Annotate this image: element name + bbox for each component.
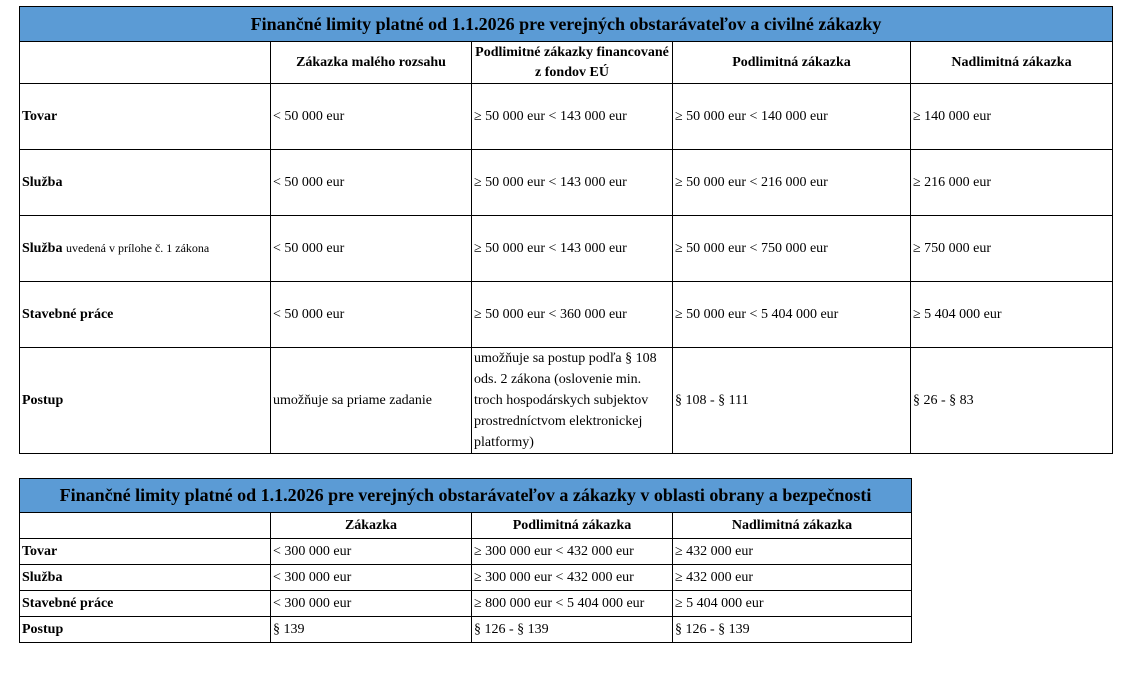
table-cell: ≥ 432 000 eur — [673, 565, 912, 591]
table-cell: ≥ 50 000 eur < 143 000 eur — [472, 84, 673, 150]
table-cell: ≥ 5 404 000 eur — [911, 282, 1113, 348]
table-cell: ≥ 50 000 eur < 216 000 eur — [673, 150, 911, 216]
table-cell: § 126 - § 139 — [472, 617, 673, 643]
table-row — [20, 282, 1113, 348]
table-cell: < 300 000 eur — [271, 565, 472, 591]
header-empty — [20, 513, 271, 539]
table-cell: < 50 000 eur — [271, 282, 472, 348]
row-label: Stavebné práce — [20, 591, 271, 617]
civil-table-title: Finančné limity platné od 1.1.2026 pre verejných obstarávateľov a civilné zákazky — [20, 7, 1113, 42]
table-row — [20, 591, 912, 617]
table-cell: ≥ 300 000 eur < 432 000 eur — [472, 565, 673, 591]
row-label: Tovar — [20, 539, 271, 565]
table-cell: umožňuje sa postup podľa § 108 ods. 2 zákona (oslovenie min. troch hospodárskych subjektov prostredníctvom elektronickej platformy) — [472, 348, 673, 454]
header-small-contract: Zákazka malého rozsahu — [271, 42, 472, 84]
table-cell: < 300 000 eur — [271, 591, 472, 617]
table-cell: ≥ 800 000 eur < 5 404 000 eur — [472, 591, 673, 617]
table-cell: ≥ 50 000 eur < 750 000 eur — [673, 216, 911, 282]
table-cell: ≥ 5 404 000 eur — [673, 591, 912, 617]
table-cell: ≥ 50 000 eur < 143 000 eur — [472, 150, 673, 216]
table-cell: ≥ 50 000 eur < 140 000 eur — [673, 84, 911, 150]
header-below-limit: Podlimitná zákazka — [673, 42, 911, 84]
table-cell: § 139 — [271, 617, 472, 643]
table-cell: < 50 000 eur — [271, 150, 472, 216]
header-eu-funds: Podlimitné zákazky financované z fondov EÚ — [472, 42, 673, 84]
table-row — [20, 617, 912, 643]
row-label: Služba — [20, 565, 271, 591]
table-cell: ≥ 50 000 eur < 5 404 000 eur — [673, 282, 911, 348]
table-cell: < 50 000 eur — [271, 216, 472, 282]
defense-header-row — [20, 513, 912, 539]
row-label: Služba — [22, 240, 63, 256]
row-label: Postup — [20, 348, 271, 454]
row-note: uvedená v prílohe č. 1 zákona — [65, 240, 210, 255]
table-row — [20, 84, 1113, 150]
row-label: Služba — [20, 150, 271, 216]
table-row — [20, 150, 1113, 216]
table-cell: ≥ 50 000 eur < 360 000 eur — [472, 282, 673, 348]
civil-header-row — [20, 42, 1113, 84]
row-label: Postup — [20, 617, 271, 643]
table-cell: < 50 000 eur — [271, 84, 472, 150]
table-cell: ≥ 216 000 eur — [911, 150, 1113, 216]
row-label-with-note — [20, 216, 271, 282]
table-row — [20, 565, 912, 591]
table-cell: § 126 - § 139 — [673, 617, 912, 643]
row-label: Tovar — [20, 84, 271, 150]
table-row — [20, 539, 912, 565]
table-cell: § 26 - § 83 — [911, 348, 1113, 454]
header-above-limit: Nadlimitná zákazka — [911, 42, 1113, 84]
header-above-limit: Nadlimitná zákazka — [673, 513, 912, 539]
table-cell: ≥ 300 000 eur < 432 000 eur — [472, 539, 673, 565]
table-row — [20, 348, 1113, 454]
table-cell: § 108 - § 111 — [673, 348, 911, 454]
header-below-limit: Podlimitná zákazka — [472, 513, 673, 539]
header-empty — [20, 42, 271, 84]
defense-table-title: Finančné limity platné od 1.1.2026 pre verejných obstarávateľov a zákazky v oblasti obrany a bezpečnosti — [20, 479, 912, 513]
table-cell: ≥ 432 000 eur — [673, 539, 912, 565]
table-cell: ≥ 140 000 eur — [911, 84, 1113, 150]
row-label: Stavebné práce — [20, 282, 271, 348]
table-cell: ≥ 50 000 eur < 143 000 eur — [472, 216, 673, 282]
defense-limits-table — [19, 478, 912, 643]
civil-limits-table — [19, 6, 1113, 454]
table-cell: ≥ 750 000 eur — [911, 216, 1113, 282]
table-row — [20, 216, 1113, 282]
table-cell: < 300 000 eur — [271, 539, 472, 565]
header-contract: Zákazka — [271, 513, 472, 539]
table-cell: umožňuje sa priame zadanie — [271, 348, 472, 454]
